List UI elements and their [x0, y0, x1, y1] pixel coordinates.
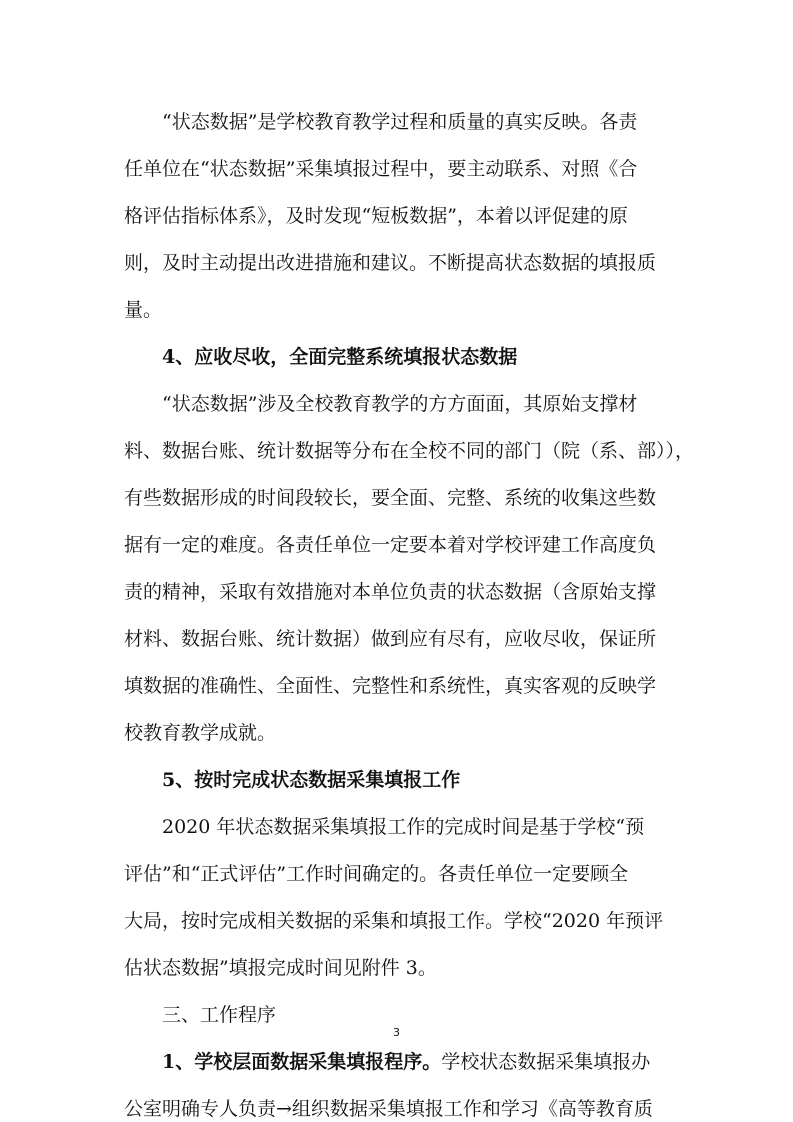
heading-5: 5、按时完成状态数据采集填报工作: [162, 769, 461, 791]
paragraph-1-line-5: 量。: [124, 299, 163, 321]
section-heading: 三、工作程序: [162, 1004, 277, 1026]
page-number: 3: [393, 1026, 400, 1039]
paragraph-4-lead-rest: 学校状态数据采集填报办: [441, 1051, 651, 1073]
paragraph-2-line-8: 校教育教学成就。: [124, 722, 277, 744]
paragraph-4-line-2: 公室明确专人负责→组织数据采集填报工作和学习《高等教育质: [124, 1098, 653, 1120]
paragraph-3-line-3: 大局，按时完成相关数据的采集和填报工作。学校“2020 年预评: [124, 910, 664, 932]
paragraph-2-line-7: 填数据的准确性、全面性、完整性和系统性，真实客观的反映学: [124, 675, 657, 697]
paragraph-2-line-1: “状态数据”涉及全校教育教学的方方面面，其原始支撑材: [162, 393, 638, 415]
paragraph-4-line-1: [162, 1050, 722, 1074]
paragraph-1-line-4: 则，及时主动提出改进措施和建议。不断提高状态数据的填报质: [124, 252, 657, 274]
paragraph-2-line-6: 材料、数据台账、统计数据）做到应有尽有，应收尽收，保证所: [124, 628, 657, 650]
paragraph-2-line-5: 责的精神，采取有效措施对本单位负责的状态数据（含原始支撑: [124, 581, 657, 603]
heading-4: 4、应收尽收，全面完整系统填报状态数据: [162, 346, 518, 368]
paragraph-2-line-4: 据有一定的难度。各责任单位一定要本着对学校评建工作高度负: [124, 534, 657, 556]
paragraph-1-line-2: 任单位在“状态数据”采集填报过程中，要主动联系、对照《合: [124, 158, 638, 180]
paragraph-3-line-1: 2020 年状态数据采集填报工作的完成时间是基于学校“预: [162, 816, 645, 838]
paragraph-4-bold-lead: 1、学校层面数据采集填报程序。: [162, 1051, 442, 1073]
paragraph-2-line-3: 有些数据形成的时间段较长，要全面、完整、系统的收集这些数: [124, 487, 657, 509]
paragraph-2-line-2: 料、数据台账、统计数据等分布在全校不同的部门（院（系、部）），: [124, 440, 695, 462]
paragraph-1-line-1: “状态数据”是学校教育教学过程和质量的真实反映。各责: [162, 111, 638, 133]
paragraph-3-line-2: 评估”和“正式评估”工作时间确定的。各责任单位一定要顾全: [124, 863, 629, 885]
paragraph-3-line-4: 估状态数据”填报完成时间见附件 3。: [124, 957, 437, 979]
paragraph-1-line-3: 格评估指标体系》，及时发现“短板数据”，本着以评促建的原: [124, 205, 628, 227]
